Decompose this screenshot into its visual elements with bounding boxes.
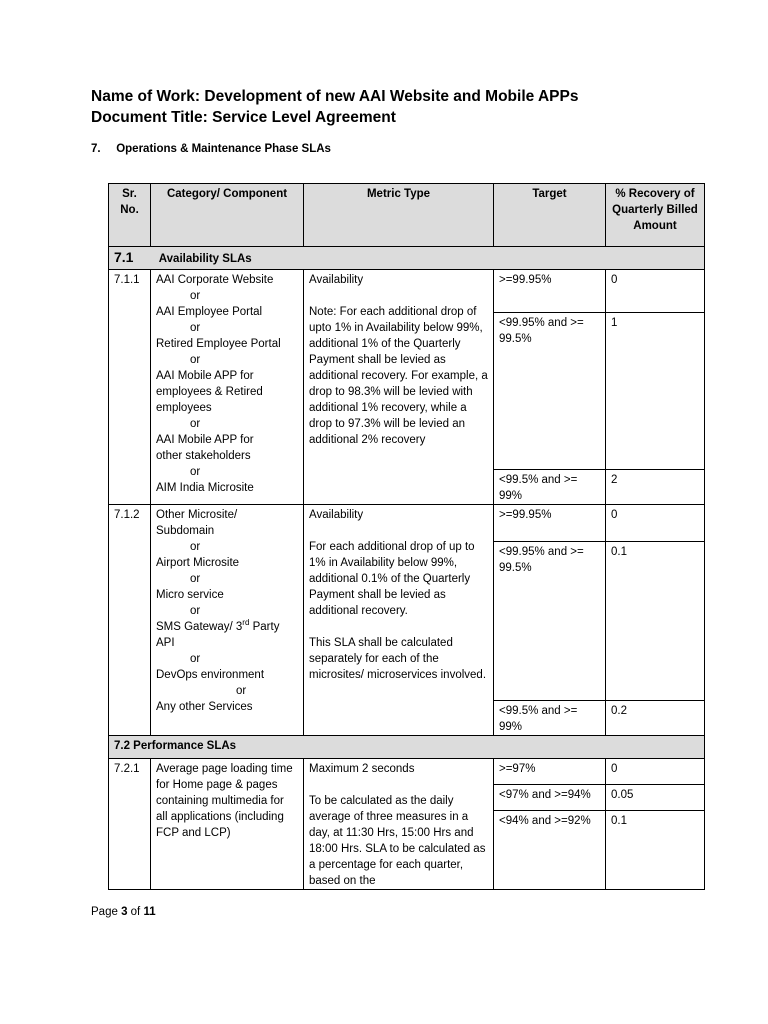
table-header-row bbox=[109, 184, 705, 247]
page-total: 11 bbox=[143, 906, 156, 918]
target-cell: >=99.95% bbox=[494, 270, 606, 313]
target-cell: <99.95% and >= 99.5% bbox=[494, 542, 606, 701]
recovery-cell: 0 bbox=[606, 505, 705, 542]
metric-note: Note: For each additional drop of upto 1% in Availability below 99%, additional 1% of the Quarterly Payment shall be levied as additional recovery. For example, a drop to 98.3% will be levied with additional 1% recovery, while a drop to 97.3% will be levied an additional 2% recovery bbox=[309, 306, 488, 446]
recovery-cell: 0.05 bbox=[606, 785, 705, 811]
sr-cell: 7.1.1 bbox=[109, 270, 151, 505]
name-of-work: Name of Work: Development of new AAI Website and Mobile APPs bbox=[91, 88, 579, 105]
recovery-cell: 1 bbox=[606, 313, 705, 470]
recovery-cell: 0 bbox=[606, 759, 705, 785]
metric-cell bbox=[304, 505, 494, 736]
table-row bbox=[109, 270, 705, 313]
target-cell: >=97% bbox=[494, 759, 606, 785]
target-cell: <99.5% and >= 99% bbox=[494, 470, 606, 505]
section-title: Operations & Maintenance Phase SLAs bbox=[116, 143, 331, 155]
target-cell: <99.5% and >= 99% bbox=[494, 701, 606, 736]
recovery-cell: 0 bbox=[606, 270, 705, 313]
page-footer: Page 3 of 11 bbox=[91, 906, 156, 918]
metric-cell bbox=[304, 270, 494, 505]
section-row-number: 7.1 bbox=[114, 249, 134, 265]
section-row-performance bbox=[109, 736, 705, 759]
metric-type: Availability bbox=[309, 509, 364, 521]
section-number: 7. bbox=[91, 143, 101, 155]
recovery-cell: 2 bbox=[606, 470, 705, 505]
document-title: Document Title: Service Level Agreement bbox=[91, 109, 396, 126]
section-row-title: 7.2 Performance SLAs bbox=[109, 736, 705, 759]
sr-cell: 7.1.2 bbox=[109, 505, 151, 736]
recovery-cell: 0.2 bbox=[606, 701, 705, 736]
document-header bbox=[91, 86, 578, 128]
section-row-title: Availability SLAs bbox=[158, 253, 252, 265]
metric-note: For each additional drop of up to 1% in Availability below 99%, additional 0.1% of the Quarterly Payment shall be levied as additional recovery. bbox=[309, 541, 475, 617]
target-cell: <94% and >=92% bbox=[494, 811, 606, 890]
col-header-category: Category/ Component bbox=[151, 184, 304, 247]
col-header-target: Target bbox=[494, 184, 606, 247]
col-header-metric: Metric Type bbox=[304, 184, 494, 247]
metric-type: Availability bbox=[309, 274, 364, 286]
page-number: 3 bbox=[121, 906, 128, 918]
table-row bbox=[109, 759, 705, 785]
target-cell: <97% and >=94% bbox=[494, 785, 606, 811]
sr-cell: 7.2.1 bbox=[109, 759, 151, 890]
col-header-recovery: % Recovery of Quarterly Billed Amount bbox=[606, 184, 705, 247]
target-cell: >=99.95% bbox=[494, 505, 606, 542]
category-cell: Other Microsite/ Subdomain or Airport Microsite or Micro service or SMS Gateway/ 3rd Party API or DevOps environment or Any other Services bbox=[151, 505, 304, 736]
section-row-availability bbox=[109, 247, 705, 270]
section-heading bbox=[91, 143, 331, 155]
metric-note-2: This SLA shall be calculated separately for each of the microsites/ microservices involved. bbox=[309, 637, 487, 681]
target-cell: <99.95% and >= 99.5% bbox=[494, 313, 606, 470]
sla-table bbox=[108, 183, 705, 890]
metric-cell bbox=[304, 759, 494, 890]
recovery-cell: 0.1 bbox=[606, 811, 705, 890]
metric-note: To be calculated as the daily average of three measures in a day, at 11:30 Hrs, 15:00 Hrs and 18:00 Hrs. SLA to be calculated as a percentage for each quarter, based on the bbox=[309, 795, 486, 887]
recovery-cell: 0.1 bbox=[606, 542, 705, 701]
category-cell: Average page loading time for Home page & pages containing multimedia for all applications (including FCP and LCP) bbox=[151, 759, 304, 890]
category-cell: AAI Corporate Website or AAI Employee Portal or Retired Employee Portal or AAI Mobile APP for employees & Retired employees or AAI Mobile APP for other stakeholders or AIM India Microsite bbox=[151, 270, 304, 505]
metric-type: Maximum 2 seconds bbox=[309, 763, 415, 775]
table-row bbox=[109, 505, 705, 542]
col-header-sr: Sr. No. bbox=[109, 184, 151, 247]
